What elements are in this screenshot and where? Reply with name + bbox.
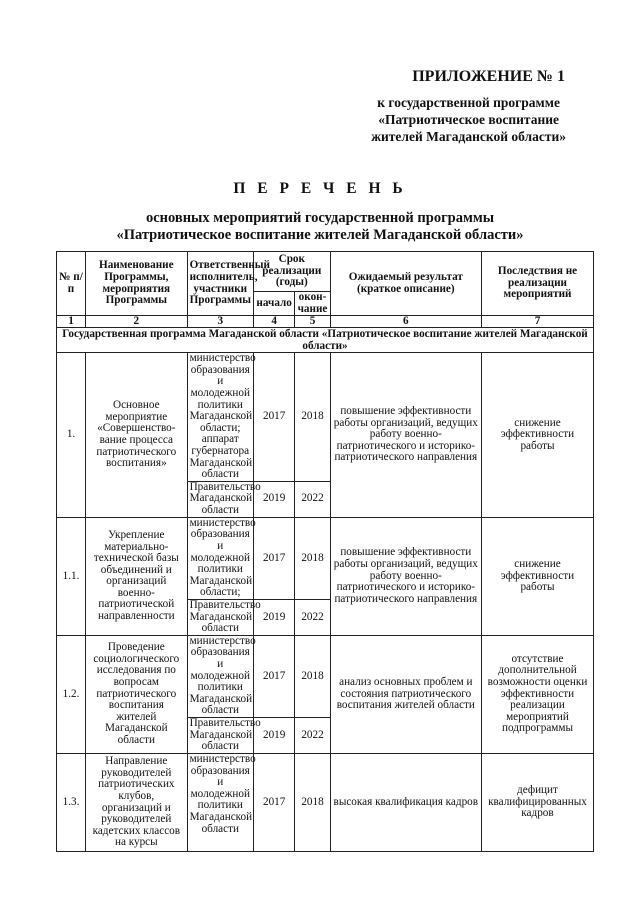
appendix-subtitle (371, 94, 566, 145)
table-row (57, 353, 594, 482)
row-result: анализ основных проблем и состояния патриотического воспитания жителей области (330, 635, 481, 753)
row-start: 2019 (253, 718, 294, 754)
measures-table (56, 251, 594, 852)
row-name: Основное мероприятие «Совершенство-вание процесса патриотического воспитания» (86, 353, 188, 518)
appendix-number: ПРИЛОЖЕНИЕ № 1 (412, 68, 565, 85)
row-end: 2018 (295, 353, 330, 482)
title-line-1: основных мероприятий государственной программы (145, 210, 495, 226)
col-number: 7 (481, 316, 593, 328)
program-row (57, 328, 594, 353)
table-row (57, 754, 594, 852)
row-num: 1.3. (57, 754, 86, 852)
header-responsible: Ответственный исполнитель, участники Программы (187, 252, 253, 316)
row-consequence: снижение эффективности работы (481, 517, 593, 635)
row-responsible: министерство образования и молодежной политики Магаданской области (187, 635, 253, 717)
row-start: 2017 (253, 754, 294, 852)
row-start: 2017 (253, 517, 294, 599)
row-name: Укрепление материально-технической базы объединений и организаций военно-патриотической направленности (86, 517, 188, 635)
col-number: 2 (86, 316, 188, 328)
appendix-line-3: жителей Магаданской области» (371, 129, 566, 144)
row-end: 2018 (295, 754, 330, 852)
row-consequence: отсутствие дополнительной возможности оценки эффективности реализации мероприятий подпрограммы (481, 635, 593, 753)
title-word: П Е Р Е Ч Е Н Ь (233, 180, 407, 197)
row-start: 2019 (253, 599, 294, 635)
col-number: 5 (295, 316, 330, 328)
header-term: Срок реализации (годы) (253, 252, 330, 292)
row-responsible: Правительство Магаданской области (187, 718, 253, 754)
header-result: Ожидаемый результат (краткое описание) (330, 252, 481, 316)
row-start: 2019 (253, 481, 294, 517)
row-num: 1.2. (57, 635, 86, 753)
appendix-block (371, 68, 566, 145)
appendix-line-1: к государственной программе (377, 95, 560, 110)
row-result: повышение эффективности работы организаций, ведущих работу военно-патриотического и историко-патриотического направления (330, 353, 481, 518)
table-row (57, 517, 594, 599)
row-responsible: министерство образования и молодежной политики Магаданской области (187, 754, 253, 852)
row-responsible: министерство образования и молодежной политики Магаданской области; (187, 517, 253, 599)
appendix-line-2: «Патриотическое воспитание (378, 112, 559, 127)
row-end: 2022 (295, 718, 330, 754)
col-number: 4 (253, 316, 294, 328)
col-number: 1 (57, 316, 86, 328)
row-consequence: дефицит квалифицированных кадров (481, 754, 593, 852)
header-name: Наименование Программы, мероприятия Программы (86, 252, 188, 316)
row-consequence: снижение эффективности работы (481, 353, 593, 518)
row-start: 2017 (253, 635, 294, 717)
row-name: Проведение социологического исследования по вопросам патриотического воспитания жителей Магаданской области (86, 635, 188, 753)
row-num: 1. (57, 353, 86, 518)
row-responsible: министерство образования и молодежной политики Магаданской области; аппарат губернатора Магаданской области (187, 353, 253, 482)
row-name: Направление руководителей патриотических клубов, организаций и руководителей кадетских классов на курсы (86, 754, 188, 852)
title-line-2: «Патриотическое воспитание жителей Магаданской области» (116, 227, 524, 243)
row-responsible: Правительство Магаданской области (187, 481, 253, 517)
row-result: высокая квалификация кадров (330, 754, 481, 852)
column-number-row (57, 316, 594, 328)
row-result: повышение эффективности работы организаций, ведущих работу военно-патриотического и историко-патриотического направления (330, 517, 481, 635)
table-row (57, 635, 594, 717)
row-num: 1.1. (57, 517, 86, 635)
row-end: 2022 (295, 481, 330, 517)
header-end: окон-чание (295, 292, 330, 316)
header-start: начало (253, 292, 294, 316)
row-end: 2018 (295, 635, 330, 717)
col-number: 3 (187, 316, 253, 328)
row-start: 2017 (253, 353, 294, 482)
document-title (0, 180, 640, 244)
header-consequences: Последствия не реализации мероприятий (481, 252, 593, 316)
program-title: Государственная программа Магаданской области «Патриотическое воспитание жителей Магаданской области» (57, 328, 594, 353)
col-number: 6 (330, 316, 481, 328)
row-end: 2022 (295, 599, 330, 635)
header-num: № п/п (57, 252, 86, 316)
row-responsible: Правительство Магаданской области (187, 599, 253, 635)
row-end: 2018 (295, 517, 330, 599)
